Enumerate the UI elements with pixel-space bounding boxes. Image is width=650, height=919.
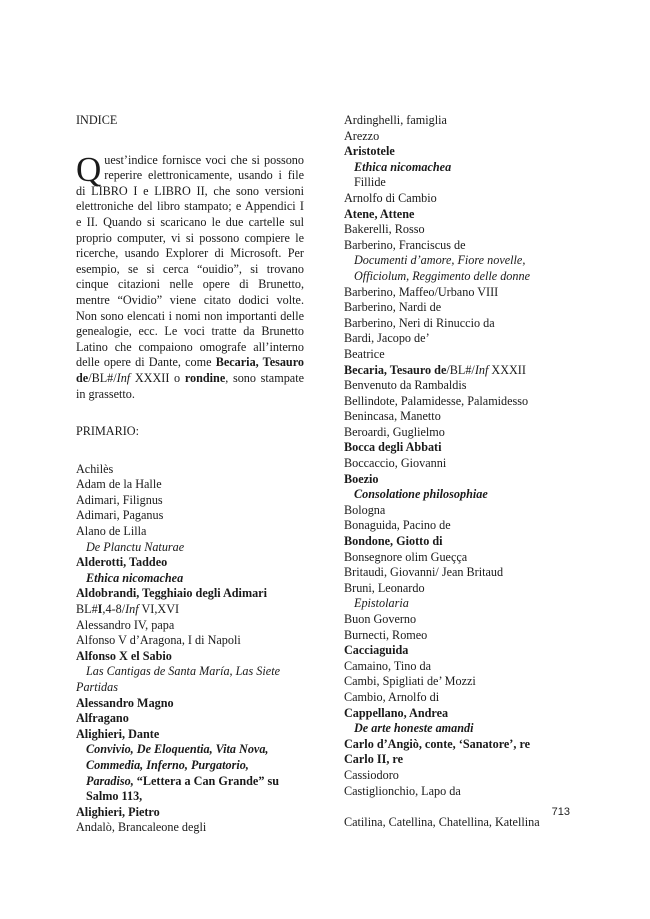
index-entry-text: Alessandro IV, papa (76, 617, 175, 632)
index-entry (344, 565, 576, 581)
index-entry-text: I (97, 602, 103, 617)
index-entry (344, 269, 576, 285)
index-entry-text: Britaudi, Giovanni/ Jean Britaud (344, 565, 504, 580)
index-entry-text: Cambio, Arnolfo di (344, 689, 440, 704)
index-entry (344, 659, 576, 675)
index-entry-text: Bondone, Giotto di (344, 534, 443, 549)
index-entry-text: Benvenuto da Rambaldis (344, 378, 467, 393)
intro-text-part: rondine (184, 370, 226, 385)
index-entry-text: Boccaccio, Giovanni (344, 456, 447, 471)
index-entry-text: Catilina, Catellina, Chatellina, Katellina (344, 814, 540, 829)
index-entry-text: ,4-8/ (102, 602, 126, 617)
index-entry-text: Cassiodoro (344, 767, 399, 782)
index-entry-text: Bellindote, Palamidesse, Palamidesso (344, 393, 529, 408)
index-entry (76, 820, 304, 836)
index-entry (344, 643, 576, 659)
index-entry (76, 633, 304, 649)
intro-text-part: /BL#/ (88, 370, 117, 385)
index-entry-text: Alighieri, Pietro (76, 804, 160, 819)
index-entry-text: Convivio, De Eloquentia, Vita Nova, (86, 742, 269, 757)
index-entry (76, 789, 304, 805)
index-entry-text: Camaino, Tino da (344, 658, 432, 673)
index-entry-text: Alfonso X el Sabio (76, 648, 172, 663)
index-entry (344, 253, 576, 269)
index-entry (344, 581, 576, 597)
index-entry-text: Salmo 113, (86, 789, 143, 804)
index-entry (344, 238, 576, 254)
index-entry-text: Bruni, Leonardo (344, 580, 425, 595)
index-entry (76, 774, 304, 790)
index-entry (344, 456, 576, 472)
index-entry (76, 805, 304, 821)
index-entry-text: Cacciaguida (344, 643, 409, 658)
index-entry-text: Inf (125, 602, 139, 617)
section-heading-primario: PRIMARIO: (76, 424, 139, 439)
index-entry-text: Carlo d’Angiò, conte, ‘Sanatore’, re (344, 736, 531, 751)
index-entry (76, 727, 304, 743)
index-entry-text: Bocca degli Abbati (344, 440, 442, 455)
index-entry-text: Atene, Attene (344, 206, 415, 221)
index-entry-text: XXXII (488, 362, 526, 377)
index-entry (344, 409, 576, 425)
index-entry-text: Epistolaria (354, 596, 409, 611)
index-entry-text: Cappellano, Andrea (344, 705, 449, 720)
index-entry (76, 602, 304, 618)
index-entry (344, 752, 576, 768)
index-entry-text: Barberino, Nardi de (344, 300, 442, 315)
index-entry (76, 664, 304, 680)
index-entry-text: Las Cantigas de Santa María, Las Siete (86, 664, 280, 679)
index-entry (344, 472, 576, 488)
drop-cap: Q (76, 149, 102, 189)
index-entry-text: Aristotele (344, 144, 395, 159)
index-entry (76, 524, 304, 540)
index-entry-text: Arezzo (344, 128, 380, 143)
index-entry-text: Ardinghelli, famiglia (344, 113, 447, 127)
index-entry (344, 550, 576, 566)
index-entry (344, 175, 576, 191)
index-entries-right (344, 113, 576, 830)
intro-paragraph (76, 149, 304, 403)
index-entry-text: Andalò, Brancaleone degli (76, 820, 207, 835)
index-entry (76, 586, 304, 602)
index-entry-text: Inf (474, 362, 489, 377)
intro-text-part: XXXII o (130, 370, 185, 385)
index-entry (344, 129, 576, 145)
index-entry-text: Bonsegnore olim Gueçça (344, 549, 468, 564)
index-entry-text: Becaria, Tesauro de (344, 362, 447, 377)
index-heading: INDICE (76, 113, 118, 127)
index-entry-text: Alessandro Magno (76, 695, 174, 710)
intro-text-part: Becaria, Tesauro de (76, 355, 304, 385)
index-entry-text: De Planctu Naturae (86, 539, 185, 554)
index-entry (76, 618, 304, 634)
index-entry (344, 331, 576, 347)
index-entry (76, 571, 304, 587)
index-entry (76, 758, 304, 774)
index-entry (344, 784, 576, 800)
index-entry-text: “Lettera a Can Grande” su (133, 773, 279, 788)
index-entry-text: Officiolum, Reggimento delle donne (354, 268, 530, 283)
index-entry-text: Barberino, Franciscus de (344, 237, 466, 252)
index-entry-text: Partidas (76, 680, 118, 694)
index-entry (344, 113, 576, 129)
index-entry (344, 207, 576, 223)
index-entry-text: Alighieri, Dante (76, 726, 160, 741)
index-entry (344, 706, 576, 722)
index-entry-text: Bonaguida, Pacino de (344, 518, 451, 533)
index-entry (344, 316, 576, 332)
index-entry-text: Ethica nicomachea (354, 159, 452, 174)
index-entry (76, 680, 304, 696)
index-entry (344, 378, 576, 394)
index-entry-text: Adimari, Filignus (76, 492, 163, 507)
index-entry (76, 493, 304, 509)
index-entry-text: Alderotti, Taddeo (76, 555, 168, 570)
index-entry (344, 674, 576, 690)
index-entries-left (76, 462, 304, 836)
index-entry (344, 534, 576, 550)
index-entry (344, 518, 576, 534)
index-entry-text: Paradiso, (86, 773, 134, 788)
index-entry-text: Arnolfo di Cambio (344, 190, 437, 205)
index-entry (76, 477, 304, 493)
index-entry (344, 394, 576, 410)
index-entry (344, 768, 576, 784)
index-entry (344, 300, 576, 316)
index-entry-text: Adimari, Paganus (76, 508, 164, 523)
intro-text-part: , sono stampate in grassetto. (76, 370, 304, 401)
page-number: 713 (551, 806, 570, 818)
index-entry-text: Beroardi, Guglielmo (344, 424, 445, 439)
index-entry-text: Beatrice (344, 346, 385, 361)
index-entry-text: Barberino, Neri di Rinuccio da (344, 315, 495, 330)
index-entry-text: Bakerelli, Rosso (344, 222, 425, 237)
index-entry-text: Alfragano (76, 711, 129, 726)
index-entry-text: Alfonso V d’Aragona, I di Napoli (76, 633, 241, 648)
index-entry-text: Boezio (344, 471, 379, 486)
index-entry-text: Benincasa, Manetto (344, 409, 441, 424)
index-entry-text: Ethica nicomachea (86, 570, 184, 585)
index-entry (344, 721, 576, 737)
index-entry (344, 612, 576, 628)
index-entry-text: Commedia, Inferno, Purgatorio, (86, 757, 249, 772)
index-entry (76, 555, 304, 571)
intro-text-part: Inf (116, 370, 131, 385)
index-entry (76, 462, 304, 478)
index-entry-text: Bardi, Jacopo de’ (344, 331, 430, 346)
index-entry (76, 696, 304, 712)
index-entry (344, 222, 576, 238)
index-entry-text: Adam de la Halle (76, 477, 162, 492)
index-entry-text: Cambi, Spigliati de’ Mozzi (344, 674, 476, 689)
index-entry-text: Castiglionchio, Lapo da (344, 783, 461, 798)
index-entry-text: Barberino, Maffeo/Urbano VIII (344, 284, 499, 299)
index-entry-text: /BL#/ (446, 362, 475, 377)
index-entry-text: Documenti d’amore, Fiore novelle, (354, 253, 526, 268)
index-entry-text: Bologna (344, 502, 386, 517)
index-entry (344, 628, 576, 644)
index-entry (344, 487, 576, 503)
index-entry-text: BL# (76, 602, 98, 617)
index-entry (344, 440, 576, 456)
index-entry (76, 711, 304, 727)
index-entry (344, 347, 576, 363)
intro-text-part: uest’indice fornisce voci che si possono reperire elettronicamente, usando i file di LIBRO I e LIBRO II, che sono versioni elettroniche del libro stampato; e Appendici I e II. Quando si scaricano le due cartelle sul proprio computer, vi si possono compiere le ricerche, usando Explorer di Microsoft. Per esempio, se si cerca “ouidio”, si trovano cinque citazioni nelle opere di Brunetto, mentre “Ovidio” viene citato dodici volte. Non sono elencati i nomi non importanti delle genealogie, ecc. Le voci tratte da Brunetto Latino che compaiono omografe all’interno delle opere di Dante, come (76, 152, 304, 370)
index-entry (76, 508, 304, 524)
index-entry (344, 425, 576, 441)
index-entry (344, 690, 576, 706)
index-entry-text: Burnecti, Romeo (344, 627, 428, 642)
index-entry-text: Aldobrandi, Tegghiaio degli Adimari (76, 586, 267, 601)
index-entry-text: Buon Governo (344, 612, 417, 626)
index-entry-text: VI,XVI (138, 602, 180, 617)
index-entry (344, 363, 576, 379)
index-entry (344, 503, 576, 519)
index-entry (76, 649, 304, 665)
index-entry-text: Alano de Lilla (76, 524, 147, 539)
index-entry-text: Carlo II, re (344, 752, 404, 767)
index-entry (344, 160, 576, 176)
index-entry (344, 191, 576, 207)
index-entry-text: Achilès (76, 461, 114, 476)
left-column (76, 113, 304, 836)
index-entry (76, 540, 304, 556)
index-entry (344, 596, 576, 612)
index-entry (344, 144, 576, 160)
index-entry (76, 742, 304, 758)
index-entry (344, 815, 576, 831)
index-entry-text: De arte honeste amandi (354, 721, 474, 736)
index-entry-text: Fillide (354, 175, 386, 190)
index-entry (344, 737, 576, 753)
index-entry-text: Consolatione philosophiae (354, 487, 488, 502)
right-column (344, 113, 576, 830)
index-entry (344, 285, 576, 301)
